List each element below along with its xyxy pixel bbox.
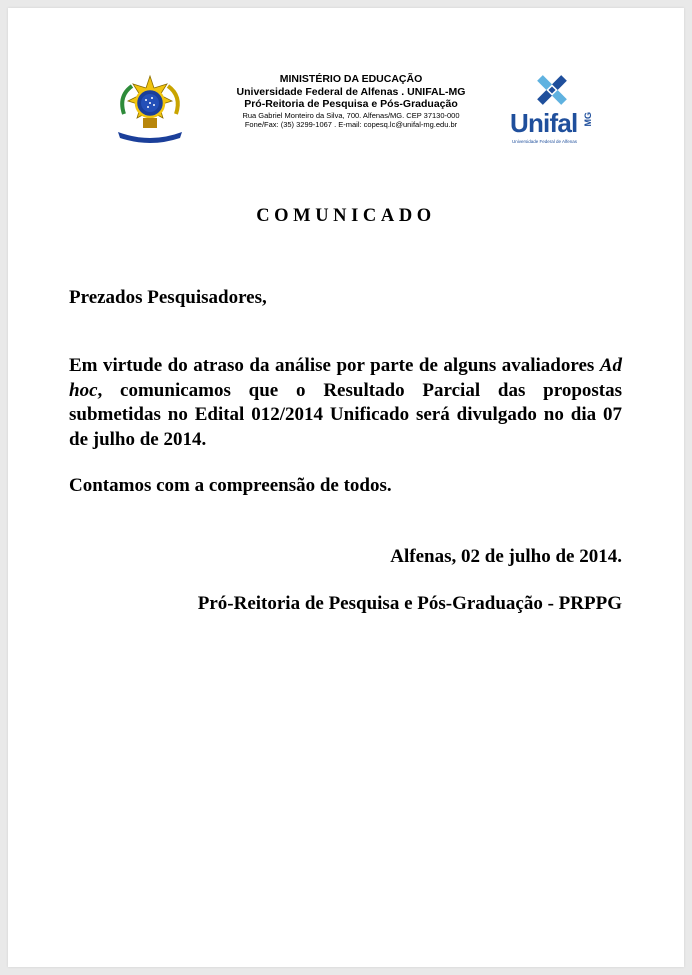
closing-line: Contamos com a compreensão de todos. bbox=[69, 475, 392, 496]
unifal-logo-icon bbox=[506, 70, 598, 150]
contact-line: Fone/Fax: (35) 3299-1067 . E-mail: copesq.lc@unifal-mg.edu.br bbox=[244, 119, 458, 129]
unifal-mg-label: MG bbox=[583, 112, 593, 127]
signature-line: Pró-Reitoria de Pesquisa e Pós-Graduação - PRPPG bbox=[197, 593, 622, 614]
unifal-wordmark: Unifal bbox=[510, 108, 578, 138]
brazil-coat-of-arms-icon bbox=[112, 74, 188, 146]
address-line: Rua Gabriel Monteiro da Silva, 700. Alfenas/MG. CEP 37130-000 bbox=[242, 110, 460, 120]
paragraph-italic-term: Ad hoc bbox=[69, 355, 622, 401]
paragraph-text-start: Em virtude do atraso da análise por parte de alguns avaliadores bbox=[69, 355, 600, 376]
university-name: Universidade Federal de Alfenas . UNIFAL-MG bbox=[236, 85, 466, 98]
document-title: COMUNICADO bbox=[256, 206, 436, 226]
date-line: Alfenas, 02 de julho de 2014. bbox=[390, 546, 622, 567]
main-paragraph bbox=[69, 354, 622, 452]
letterhead bbox=[208, 73, 494, 129]
unifal-subtitle: Universidade Federal de Alfenas bbox=[512, 139, 578, 144]
department-name: Pró-Reitoria de Pesquisa e Pós-Graduação bbox=[244, 98, 458, 110]
salutation: Prezados Pesquisadores, bbox=[69, 287, 267, 308]
ministry-name: MINISTÉRIO DA EDUCAÇÃO bbox=[279, 73, 423, 85]
unifal-emblem bbox=[506, 70, 598, 110]
paragraph-text-end: , comunicamos que o Resultado Parcial das propostas submetidas no Edital 012/2014 Unificado será divulgado no dia 07 de julho de 2014. bbox=[69, 379, 622, 450]
document-page bbox=[8, 8, 684, 967]
